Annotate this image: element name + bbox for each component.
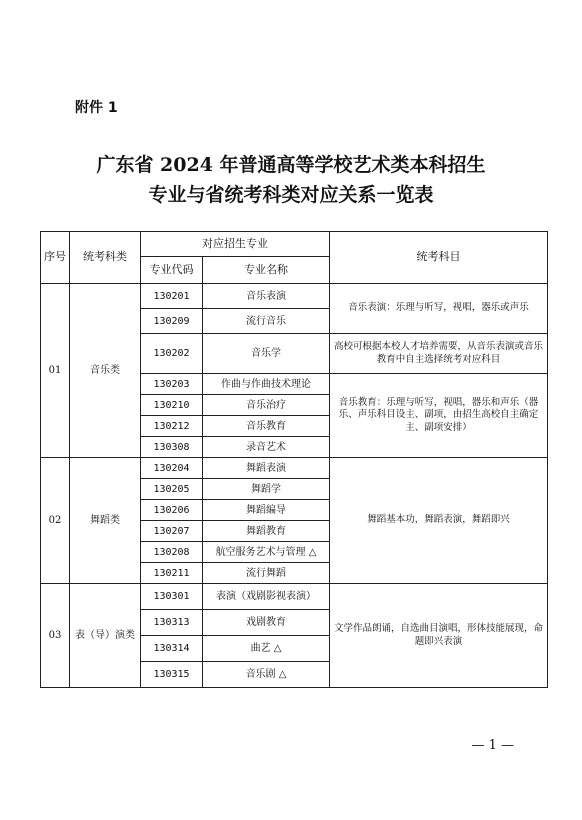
exam-cell: 舞蹈基本功，舞蹈表演，舞蹈即兴: [330, 458, 548, 584]
name-cell: 作曲与作曲技术理论: [203, 374, 330, 395]
page-number: — 1 —: [471, 738, 514, 753]
exam-cell: 文学作品朗诵，自选曲目演唱，形体技能展现，命题即兴表演: [330, 584, 548, 688]
code-cell: 130205: [141, 479, 203, 500]
code-cell: 130209: [141, 309, 203, 334]
name-cell: 舞蹈教育: [203, 521, 330, 542]
code-cell: 130314: [141, 636, 203, 662]
code-cell: 130202: [141, 334, 203, 374]
code-cell: 130201: [141, 284, 203, 309]
name-cell: 舞蹈表演: [203, 458, 330, 479]
name-cell: 音乐剧 △: [203, 662, 330, 688]
code-cell: 130212: [141, 416, 203, 437]
name-cell: 曲艺 △: [203, 636, 330, 662]
code-cell: 130315: [141, 662, 203, 688]
code-cell: 130308: [141, 437, 203, 458]
table-row: [41, 584, 548, 610]
header-major-group: 对应招生专业: [141, 232, 330, 257]
code-cell: 130206: [141, 500, 203, 521]
exam-cell: 高校可根据本校人才培养需要，从音乐表演或音乐教育中自主选择统考对应科目: [330, 334, 548, 374]
name-cell: 表演（戏剧影视表演）: [203, 584, 330, 610]
header-code: 专业代码: [141, 257, 203, 284]
code-cell: 130313: [141, 610, 203, 636]
name-cell: 音乐学: [203, 334, 330, 374]
name-cell: 航空服务艺术与管理 △: [203, 542, 330, 563]
name-cell: 舞蹈学: [203, 479, 330, 500]
page-title-line1: 广东省 2024 年普通高等学校艺术类本科招生: [96, 154, 486, 176]
code-cell: 130203: [141, 374, 203, 395]
exam-cell: 音乐教育：乐理与听写，视唱，器乐和声乐（器乐、声乐科目设主、副项，由招生高校自主确定主、副项安排）: [330, 374, 548, 458]
name-cell: 流行音乐: [203, 309, 330, 334]
table-row: [41, 284, 548, 309]
category-cell: 表（导）演类: [70, 584, 141, 688]
page-title-line2: 专业与省统考科类对应关系一览表: [148, 184, 434, 206]
category-cell: 音乐类: [70, 284, 141, 458]
header-exam: 统考科目: [330, 232, 548, 284]
seq-cell: 02: [41, 458, 70, 584]
seq-cell: 01: [41, 284, 70, 458]
code-cell: 130208: [141, 542, 203, 563]
code-cell: 130301: [141, 584, 203, 610]
seq-cell: 03: [41, 584, 70, 688]
name-cell: 流行舞蹈: [203, 563, 330, 584]
code-cell: 130210: [141, 395, 203, 416]
code-cell: 130211: [141, 563, 203, 584]
header-seq: 序号: [41, 232, 70, 284]
name-cell: 音乐治疗: [203, 395, 330, 416]
name-cell: 音乐教育: [203, 416, 330, 437]
name-cell: 录音艺术: [203, 437, 330, 458]
header-name: 专业名称: [203, 257, 330, 284]
attachment-label: 附件 1: [75, 100, 118, 116]
code-cell: 130204: [141, 458, 203, 479]
name-cell: 戏剧教育: [203, 610, 330, 636]
name-cell: 舞蹈编导: [203, 500, 330, 521]
code-cell: 130207: [141, 521, 203, 542]
name-cell: 音乐表演: [203, 284, 330, 309]
table-row: [41, 458, 548, 479]
correspondence-table: [40, 231, 548, 688]
header-category: 统考科类: [70, 232, 141, 284]
category-cell: 舞蹈类: [70, 458, 141, 584]
exam-cell: 音乐表演：乐理与听写，视唱，器乐或声乐: [330, 284, 548, 334]
